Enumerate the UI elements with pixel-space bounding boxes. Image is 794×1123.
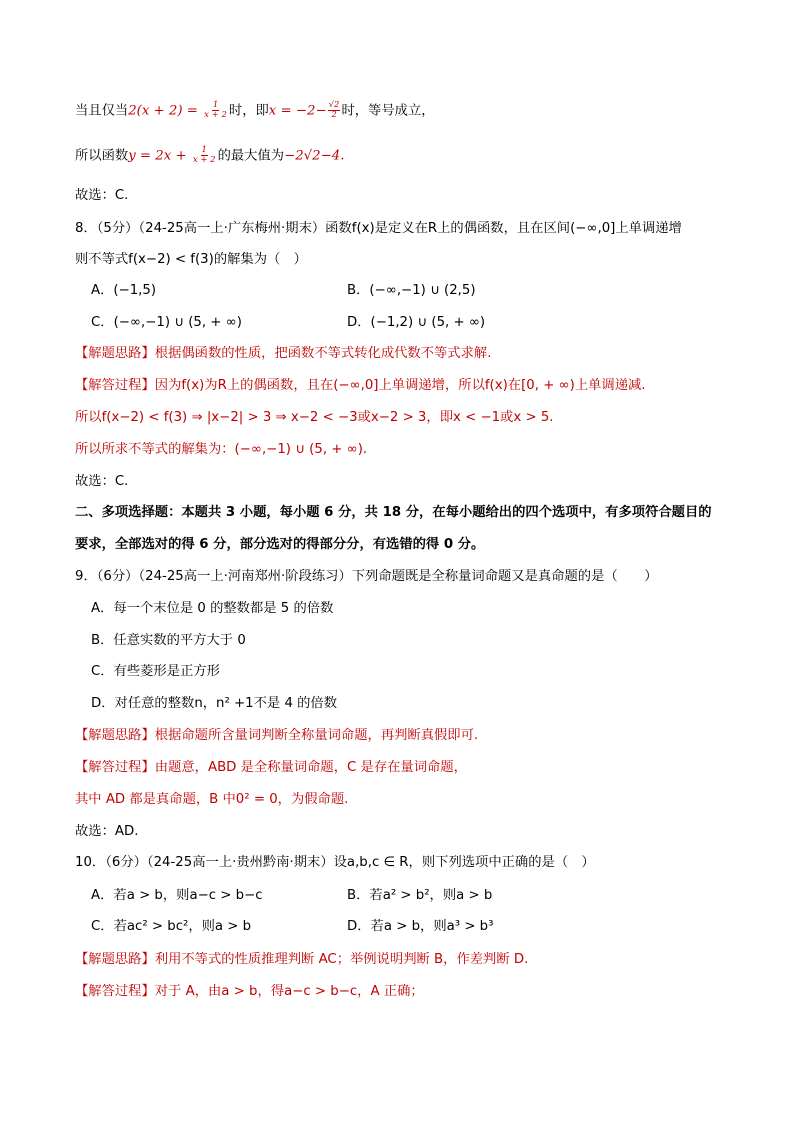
question-9-step-1: 其中 AD 都是真命题，B 中0² = 0，为假命题. xyxy=(75,792,349,807)
math-expr: y = 2x + xyxy=(128,148,191,164)
fraction: $\frac{1}{x + 2}$ xyxy=(204,100,227,120)
fraction: $\frac{√2}{2}$ xyxy=(328,100,340,120)
question-8-option-b: B．(−∞,−1) ∪ (2,5) xyxy=(347,283,476,298)
text: 时，等号成立， xyxy=(341,103,435,119)
process-tag: 【解答过程】 xyxy=(75,378,155,393)
question-10-idea xyxy=(75,950,528,970)
section-2-heading-cont: 要求，全部选对的得 6 分，部分选对的得部分分，有选错的得 0 分。 xyxy=(75,537,485,552)
idea-tag: 【解题思路】 xyxy=(75,952,155,967)
question-9-answer: 故选：AD. xyxy=(75,824,139,839)
question-8-stem: 8．（5分）（24-25高一上·广东梅州·期末）函数f(x)是定义在R上的偶函数，且在区间(−∞,0]上单调递增 xyxy=(75,221,682,236)
question-8-answer: 故选：C. xyxy=(75,474,129,489)
math-expr: −2√2−4. xyxy=(284,148,345,164)
question-9-option-b: B．任意实数的平方大于 0 xyxy=(91,633,246,648)
solution-equality-condition xyxy=(75,101,435,122)
question-10-stem: 10．（6分）（24-25高一上·贵州黔南·期末）设a,b,c ∈ R，则下列选项中正确的是（ ） xyxy=(75,855,595,870)
answer-line: 故选：C. xyxy=(75,188,129,203)
question-9-stem: 9．（6分）（24-25高一上·河南郑州·阶段练习）下列命题既是全称量词命题又是真命题的是（ ） xyxy=(75,569,658,584)
question-9-option-a: A．每一个末位是 0 的整数都是 5 的倍数 xyxy=(91,601,334,616)
idea-tag: 【解题思路】 xyxy=(75,346,155,361)
math-expr: x = −2− xyxy=(268,103,327,119)
fraction: $\frac{1}{x + 2}$ xyxy=(192,145,216,165)
question-8-step-2: 所以所求不等式的解集为：(−∞,−1) ∪ (5, + ∞). xyxy=(75,442,368,457)
question-9-idea xyxy=(75,726,478,746)
question-8-stem-cont: 则不等式f(x−2) < f(3)的解集为（ ） xyxy=(75,252,307,267)
process-text: 由题意，ABD 是全称量词命题，C 是存在量词命题， xyxy=(154,760,467,775)
question-9-option-d: D．对任意的整数n，n² +1不是 4 的倍数 xyxy=(91,696,338,711)
text: 时，即 xyxy=(228,103,269,119)
question-10-process xyxy=(75,982,424,1002)
question-8-process xyxy=(75,376,646,396)
question-8-option-a: A．(−1,5) xyxy=(91,283,157,298)
math-expr: 2(x + 2) = xyxy=(128,103,203,119)
question-8-option-c: C．(−∞,−1) ∪ (5, + ∞) xyxy=(91,315,242,330)
question-10-option-b: B．若a² > b²，则a > b xyxy=(347,888,493,903)
idea-text: 利用不等式的性质推理判断 AC；举例说明判断 B，作差判断 D. xyxy=(154,952,529,967)
question-10-option-a: A．若a > b，则a−c > b−c xyxy=(91,888,263,903)
idea-tag: 【解题思路】 xyxy=(75,728,155,743)
question-10-option-d: D．若a > b，则a³ > b³ xyxy=(347,919,494,934)
idea-text: 根据偶函数的性质，把函数不等式转化成代数不等式求解. xyxy=(154,346,492,361)
question-8-idea xyxy=(75,344,491,364)
question-8-option-d: D．(−1,2) ∪ (5, + ∞) xyxy=(347,315,486,330)
text: 的最大值为 xyxy=(217,148,285,164)
process-text: 对于 A，由a > b，得a−c > b−c，A 正确； xyxy=(154,984,424,999)
text: 当且仅当 xyxy=(75,103,129,119)
process-tag: 【解答过程】 xyxy=(75,984,155,999)
text: 所以函数 xyxy=(75,148,129,164)
section-2-heading: 二、多项选择题：本题共 3 小题，每小题 6 分，共 18 分，在每小题给出的四个选项中，有多项符合题目的 xyxy=(75,505,712,520)
idea-text: 根据命题所含量词判断全称量词命题，再判断真假即可. xyxy=(154,728,479,743)
process-tag: 【解答过程】 xyxy=(75,760,155,775)
process-text: 因为f(x)为R上的偶函数，且在(−∞,0]上单调递增，所以f(x)在[0, + ∞)上单调递减. xyxy=(154,378,646,393)
question-9-process xyxy=(75,758,467,778)
question-9-option-c: C．有些菱形是正方形 xyxy=(91,664,220,679)
question-8-step-1: 所以f(x−2) < f(3) ⇒ |x−2| > 3 ⇒ x−2 < −3或x−2 > 3，即x < −1或x > 5. xyxy=(75,410,554,425)
solution-max-value xyxy=(75,146,344,167)
question-10-option-c: C．若ac² > bc²，则a > b xyxy=(91,919,252,934)
